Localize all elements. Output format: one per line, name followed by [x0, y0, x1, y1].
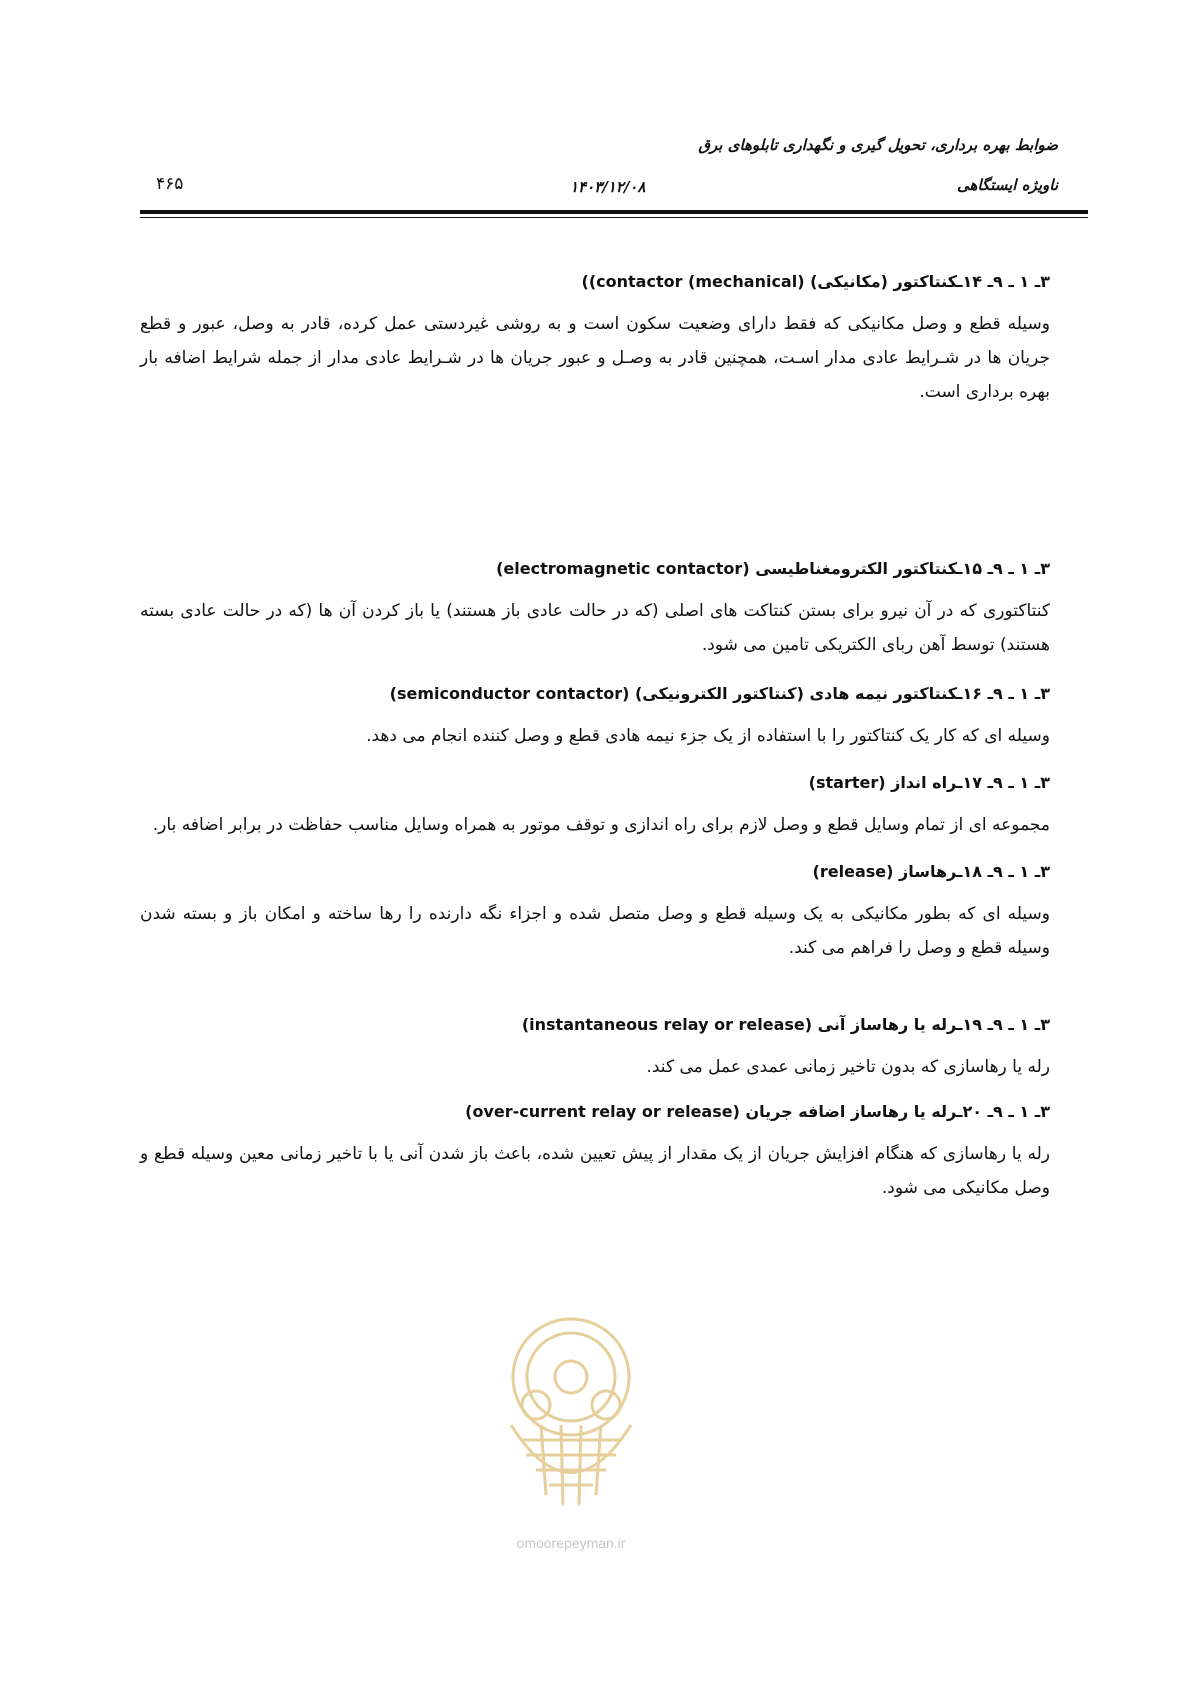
header-date: ۱۴۰۳/۱۲/۰۸ [570, 178, 646, 196]
header-rule-thin [140, 217, 1088, 218]
page-number: ۴۶۵ [156, 174, 184, 194]
section-body-14: وسیله قطع و وصل مکانیکی که فقط دارای وضعیت سکون است و به روشی غیردستی عمل کرده، قادر به وصل، عبور و قطع جریان ها در شـرایط عادی مدار اسـت، همچنین قادر به وصـل و عبور جریان ها در شـرایط عادی مدار از جمله شرایط اضافه بار بهره برداری است. [140, 314, 1050, 402]
page-content [140, 272, 1076, 1205]
section-heading-14: ۳ـ ۱ ـ ۹ـ ۱۴ـکنتاکتور (مکانیکی) (mechanical) contactor)) [581, 272, 1050, 291]
watermark-seal [491, 1315, 651, 1560]
section-heading-17: ۳ـ ۱ ـ ۹ـ ۱۷ـراه انداز (starter) [808, 773, 1050, 792]
section-body-20: رله یا رهاسازی که هنگام افزایش جریان از یک مقدار از پیش تعیین شده، باعث باز شدن آنی یا با تاخیر زمانی معین وسیله قطع و وصل مکانیکی می شود. [140, 1144, 1050, 1198]
document-title: ضوابط بهره برداری، تحویل گیری و نگهداری تابلوهای برق [698, 136, 1058, 154]
header-rule-thick [140, 210, 1088, 214]
section-heading-20: ۳ـ ۱ ـ ۹ـ ۲۰ـرله یا رهاساز اضافه جریان (over-current relay or release) [465, 1102, 1050, 1121]
section-body-18: وسیله ای که بطور مکانیکی به یک وسیله قطع و وصل متصل شده و اجزاء نگه دارنده را رها ساخته و امکان باز و بسته شدن وسیله قطع و وصل را فراهم می کند. [140, 904, 1050, 958]
section-heading-18: ۳ـ ۱ ـ ۹ـ ۱۸ـرهاساز (release) [812, 862, 1050, 881]
section-body-15: کنتاکتوری که در آن نیرو برای بستن کنتاکت های اصلی (که در حالت عادی باز هستند) یا باز کردن آن ها (که در حالت عادی بسته هستند) توسط آهن ربای الکتریکی تامین می شود. [140, 601, 1050, 655]
section-heading-19: ۳ـ ۱ ـ ۹ـ ۱۹ـرله یا رهاساز آنی (instantaneous relay or release) [521, 1015, 1050, 1034]
section-body-16: وسیله ای که کار یک کنتاکتور را با استفاده از یک جزء نیمه هادی قطع و وصل کننده انجام می دهد. [366, 726, 1050, 746]
section-body-19: رله یا رهاسازی که بدون تاخیر زمانی عمدی عمل می کند. [646, 1057, 1050, 1077]
section-name: ناویژه ایستگاهی [956, 176, 1058, 194]
section-heading-15: ۳ـ ۱ ـ ۹ـ ۱۵ـکنتاکتور الکترومغناطیسی (electromagnetic contactor) [496, 559, 1050, 578]
page-header [140, 128, 1088, 228]
section-body-17: مجموعه ای از تمام وسایل قطع و وصل لازم برای راه اندازی و توقف موتور به همراه وسایل مناسب حفاظت در برابر اضافه بار. [152, 815, 1050, 835]
seal-emblem-icon [491, 1315, 651, 1530]
section-heading-16: ۳ـ ۱ ـ ۹ـ ۱۶ـکنتاکتور نیمه هادی (کنتاکتور الکترونیکی) (semiconductor contactor) [389, 684, 1050, 703]
watermark-url: omoorepeyman.ir [516, 1535, 626, 1551]
